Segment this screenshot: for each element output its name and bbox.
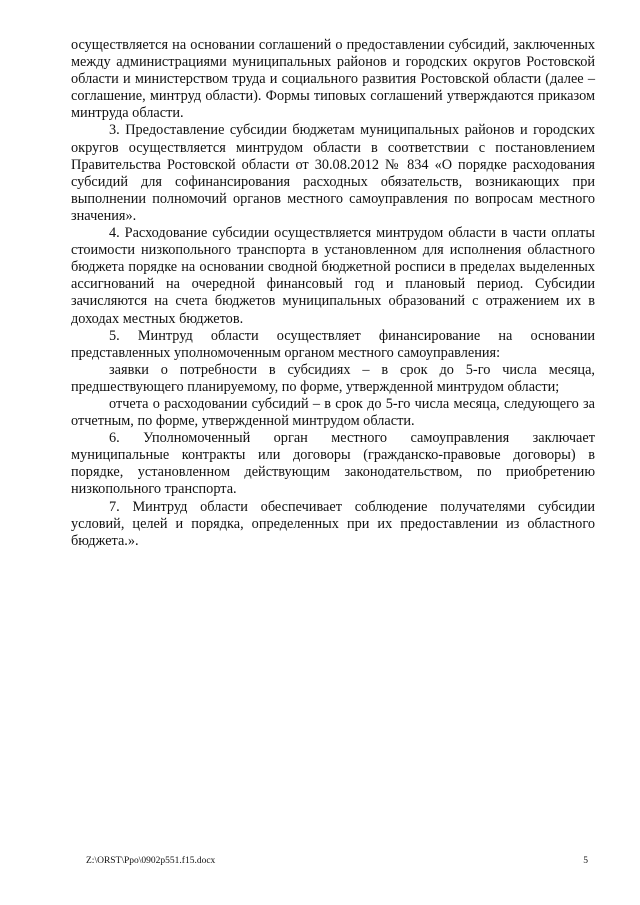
paragraph-continuation: осуществляется на основании соглашений о предоставлении субсидий, заключенных между администрациями муниципальных районов и городских округов Ростовской области и министерством труда и социального развития Ростовской области (далее – соглашение, минтруд области). Формы типовых соглашений утверждаются приказом минтруда области. xyxy=(71,37,595,122)
paragraph-item-3: 3. Предоставление субсидии бюджетам муниципальных районов и городских округов осуществляется минтрудом области в соответствии с постановлением Правительства Ростовской области от 30.08.2012 № 834 «О порядке расходования субсидий для софинансирования расходных обязательств, возникающих при выполнении полномочий органов местного самоуправления по вопросам местного значения». xyxy=(71,122,595,224)
paragraph-item-4: 4. Расходование субсидии осуществляется минтрудом области в части оплаты стоимости низкопольного транспорта в установленном для исполнения областного бюджета порядке на основании сводной бюджетной росписи в пределах выделенных ассигнований на очередной финансовый год и плановый период. Субсидии зачисляются на счета бюджетов муниципальных образований с отражением их в доходах местных бюджетов. xyxy=(71,225,595,327)
footer-file-path: Z:\ORST\Ppo\0902p551.f15.docx xyxy=(86,856,216,866)
paragraph-item-6: 6. Уполномоченный орган местного самоуправления заключает муниципальные контракты или договоры (гражданско-правовые договоры) в порядке, установленном действующим законодательством, по приобретению низкопольного транспорта. xyxy=(71,430,595,498)
paragraph-item-7: 7. Минтруд области обеспечивает соблюдение получателями субсидии условий, целей и порядка, определенных при их предоставлении из областного бюджета.». xyxy=(71,498,595,549)
document-body xyxy=(71,37,595,550)
paragraph-item-5-report: отчета о расходовании субсидий – в срок до 5-го числа месяца, следующего за отчетным, по форме, утвержденной минтрудом области. xyxy=(71,395,595,430)
paragraph-item-5-request: заявки о потребности в субсидиях – в срок до 5-го числа месяца, предшествующего планируемому, по форме, утвержденной минтрудом области; xyxy=(71,361,595,395)
footer-page-number: 5 xyxy=(583,856,588,866)
paragraph-item-5: 5. Минтруд области осуществляет финансирование на основании представленных уполномоченным органом местного самоуправления: xyxy=(71,327,595,361)
